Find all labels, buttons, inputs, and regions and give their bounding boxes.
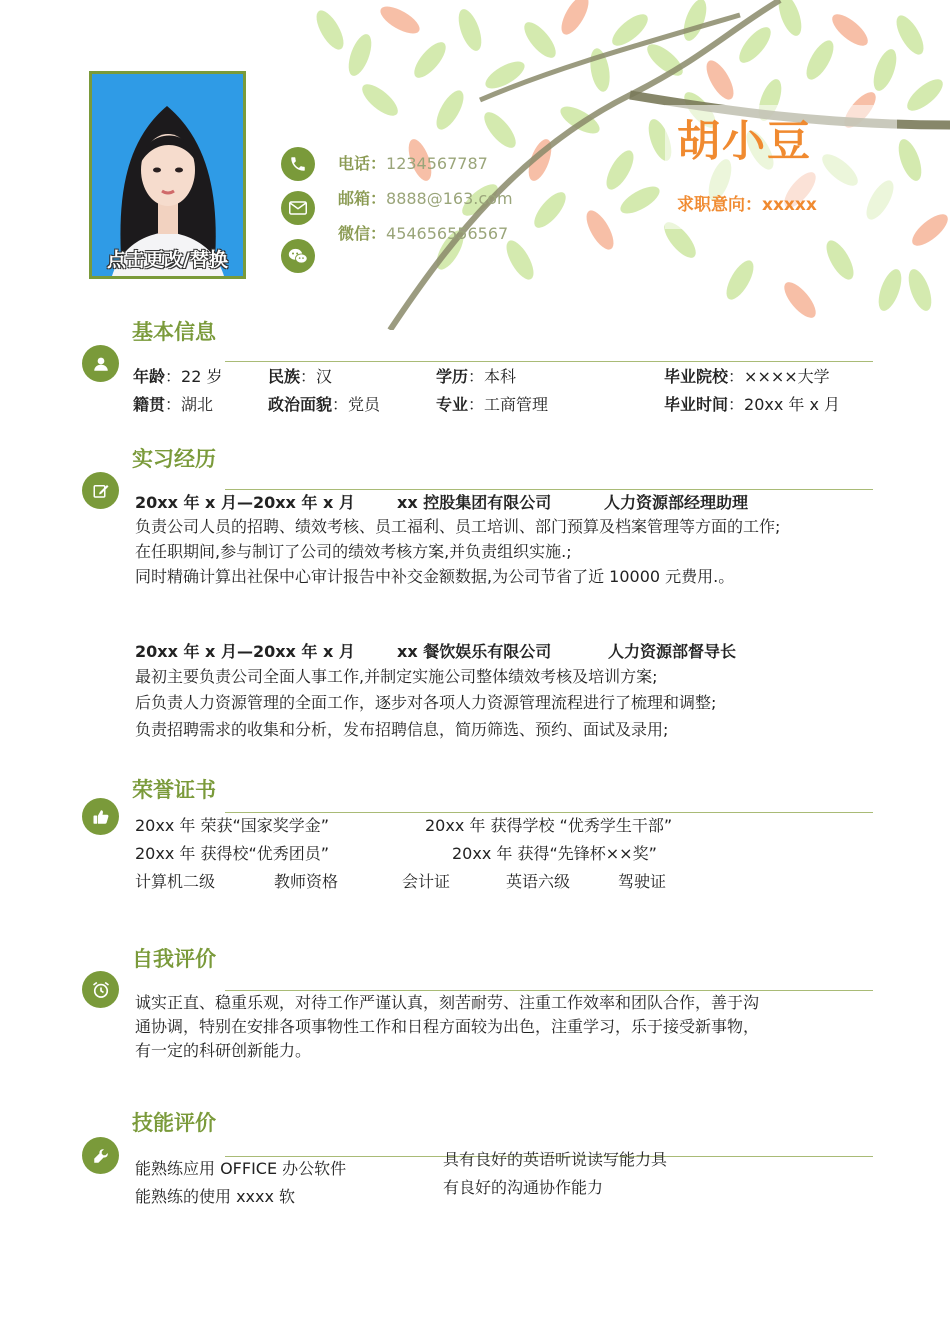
envelope-icon (281, 191, 315, 225)
wrench-icon (82, 1137, 119, 1174)
leaf (894, 136, 926, 184)
cert-item: 教师资格 (274, 872, 339, 891)
phone-value[interactable]: 1234567787 (386, 154, 488, 173)
profile-photo[interactable] (89, 71, 246, 279)
section-title-internship: 实习经历 (132, 447, 216, 471)
wechat-icon (281, 239, 315, 273)
job-intent-value: xxxxx (762, 195, 817, 215)
job-1-position: 人力资源部经理助理 (604, 493, 749, 512)
school-value: ××××大学 (744, 367, 830, 386)
ethnicity-value: 汉 (316, 367, 333, 386)
leaf (409, 37, 451, 82)
honor-row-2a: 20xx 年 获得校“优秀团员” (135, 844, 330, 863)
leaf (779, 277, 821, 322)
job-intent (677, 190, 817, 215)
leaf (519, 17, 561, 62)
origin-label: 籍贯 (133, 395, 166, 414)
education-field: 学历：本科 (436, 367, 517, 386)
job-1-period: 20xx 年 x 月—20xx 年 x 月 (135, 493, 355, 512)
leaf (721, 256, 759, 303)
skill-left-1: 能熟练应用 OFFICE 办公软件 (135, 1159, 347, 1178)
honor-row-2b: 20xx 年 获得“先锋杯××奖” (452, 844, 657, 863)
leaf (454, 6, 486, 54)
job-2-line-2: 后负责人力资源管理的全面工作，逐步对各项人力资源管理流程进行了梳理和调整; (135, 693, 717, 712)
user-icon (82, 345, 119, 382)
age-field: 年龄：22 岁 (133, 367, 223, 386)
email-value[interactable]: 8888@163.com (386, 189, 513, 208)
major-field: 专业：工商管理 (436, 395, 549, 414)
grad-value: 20xx 年 x 月 (744, 395, 841, 414)
leaf (344, 31, 376, 79)
leaf (904, 266, 936, 314)
job-2-period: 20xx 年 x 月—20xx 年 x 月 (135, 642, 355, 661)
age-label: 年龄 (133, 367, 166, 386)
job-1-line-1: 负责公司人员的招聘、绩效考核、员工福利、员工培训、部门预算及档案管理等方面的工作; (135, 517, 781, 536)
leaf (891, 11, 929, 58)
leaf (556, 0, 594, 39)
honor-row-1a: 20xx 年 荣获“国家奖学金” (135, 816, 330, 835)
school-field: 毕业院校：××××大学 (664, 367, 830, 386)
origin-field: 籍贯：湖北 (133, 395, 214, 414)
self-line-1: 诚实正直、稳重乐观，对待工作严谨认真，刻苦耐劳、注重工作效率和团队合作，善于沟 (135, 993, 760, 1012)
alarm-clock-icon (82, 971, 119, 1008)
leaf (479, 107, 521, 152)
school-label: 毕业院校 (664, 367, 729, 386)
candidate-name: 胡小豆 (677, 117, 812, 167)
ethnicity-label: 民族 (268, 367, 301, 386)
leaf (616, 181, 663, 219)
wechat-row (338, 221, 508, 244)
job-2-company: xx 餐饮娱乐有限公司 (397, 642, 552, 661)
thumbs-up-icon (82, 798, 119, 835)
skill-right-2: 有良好的沟通协作能力 (443, 1178, 604, 1197)
leaf (431, 86, 469, 133)
leaf (601, 146, 639, 193)
job-1-line-3: 同时精确计算出社保中心审计报告中补交金额数据,为公司节省了近 10000 元费用.。 (135, 567, 735, 586)
skill-right-1: 具有良好的英语听说读写能力具 (443, 1150, 668, 1169)
education-label: 学历 (436, 367, 469, 386)
job-2-line-3: 负责招聘需求的收集和分析，发布招聘信息，简历筛选、预约、面试及录用; (135, 720, 669, 739)
age-value: 22 岁 (181, 367, 223, 386)
leaf (529, 187, 571, 232)
photo-caption[interactable]: 点击更改/替换 (107, 249, 228, 271)
leaf (679, 0, 711, 44)
cert-item: 驾驶证 (618, 872, 667, 891)
email-row (338, 186, 513, 209)
cert-item: 会计证 (402, 872, 451, 891)
phone-label: 电话： (338, 154, 387, 173)
politics-field: 政治面貌：党员 (268, 395, 381, 414)
leaf (801, 36, 839, 83)
job-2-line-1: 最初主要负责公司全面人事工作,并制定实施公司整体绩效考核及培训方案; (135, 667, 658, 686)
job-1-company: xx 控股集团有限公司 (397, 493, 552, 512)
politics-value: 党员 (348, 395, 381, 414)
email-label: 邮箱： (338, 189, 387, 208)
wechat-value[interactable]: 454656556567 (386, 224, 509, 243)
job-1-line-2: 在任职期间,参与制订了公司的绩效考核方案,并负责组织实施.; (135, 542, 572, 561)
major-label: 专业 (436, 395, 469, 414)
leaf (774, 0, 806, 39)
politics-label: 政治面貌 (268, 395, 333, 414)
phone-icon (281, 147, 315, 181)
education-value: 本科 (484, 367, 517, 386)
section-title-basic: 基本信息 (132, 320, 216, 344)
leaf (701, 56, 739, 103)
self-line-3: 有一定的科研创新能力。 (135, 1041, 312, 1060)
self-line-2: 通协调，特别在安排各项事物性工作和日程方面较为出色，注重学习，乐于接受新事物， (135, 1017, 760, 1036)
phone-row (338, 151, 488, 174)
honor-row-1b: 20xx 年 获得学校 “优秀学生干部” (425, 816, 673, 835)
section-title-self: 自我评价 (132, 947, 216, 971)
leaf (874, 266, 906, 314)
leaf (821, 236, 859, 283)
ethnicity-field: 民族：汉 (268, 367, 333, 386)
section-divider (225, 361, 873, 362)
leaf (581, 206, 619, 253)
leaf (902, 74, 947, 116)
cert-item: 计算机二级 (135, 872, 216, 891)
leaf (869, 46, 901, 94)
wechat-label: 微信： (338, 224, 387, 243)
major-value: 工商管理 (484, 395, 549, 414)
cert-item: 英语六级 (506, 872, 571, 891)
leaf (311, 6, 349, 53)
job-2-position: 人力资源部督导长 (608, 642, 737, 661)
grad-field: 毕业时间：20xx 年 x 月 (664, 395, 841, 414)
section-title-skills: 技能评价 (132, 1111, 216, 1135)
leaf (827, 9, 872, 51)
skill-left-2: 能熟练的使用 xxxx 软 (135, 1187, 296, 1206)
leaf (907, 209, 950, 251)
job-intent-label: 求职意向： (677, 195, 762, 215)
origin-value: 湖北 (181, 395, 214, 414)
leaf (357, 79, 402, 121)
leaf (376, 1, 423, 39)
section-title-honors: 荣誉证书 (132, 778, 216, 802)
edit-icon (82, 472, 119, 509)
grad-label: 毕业时间 (664, 395, 729, 414)
